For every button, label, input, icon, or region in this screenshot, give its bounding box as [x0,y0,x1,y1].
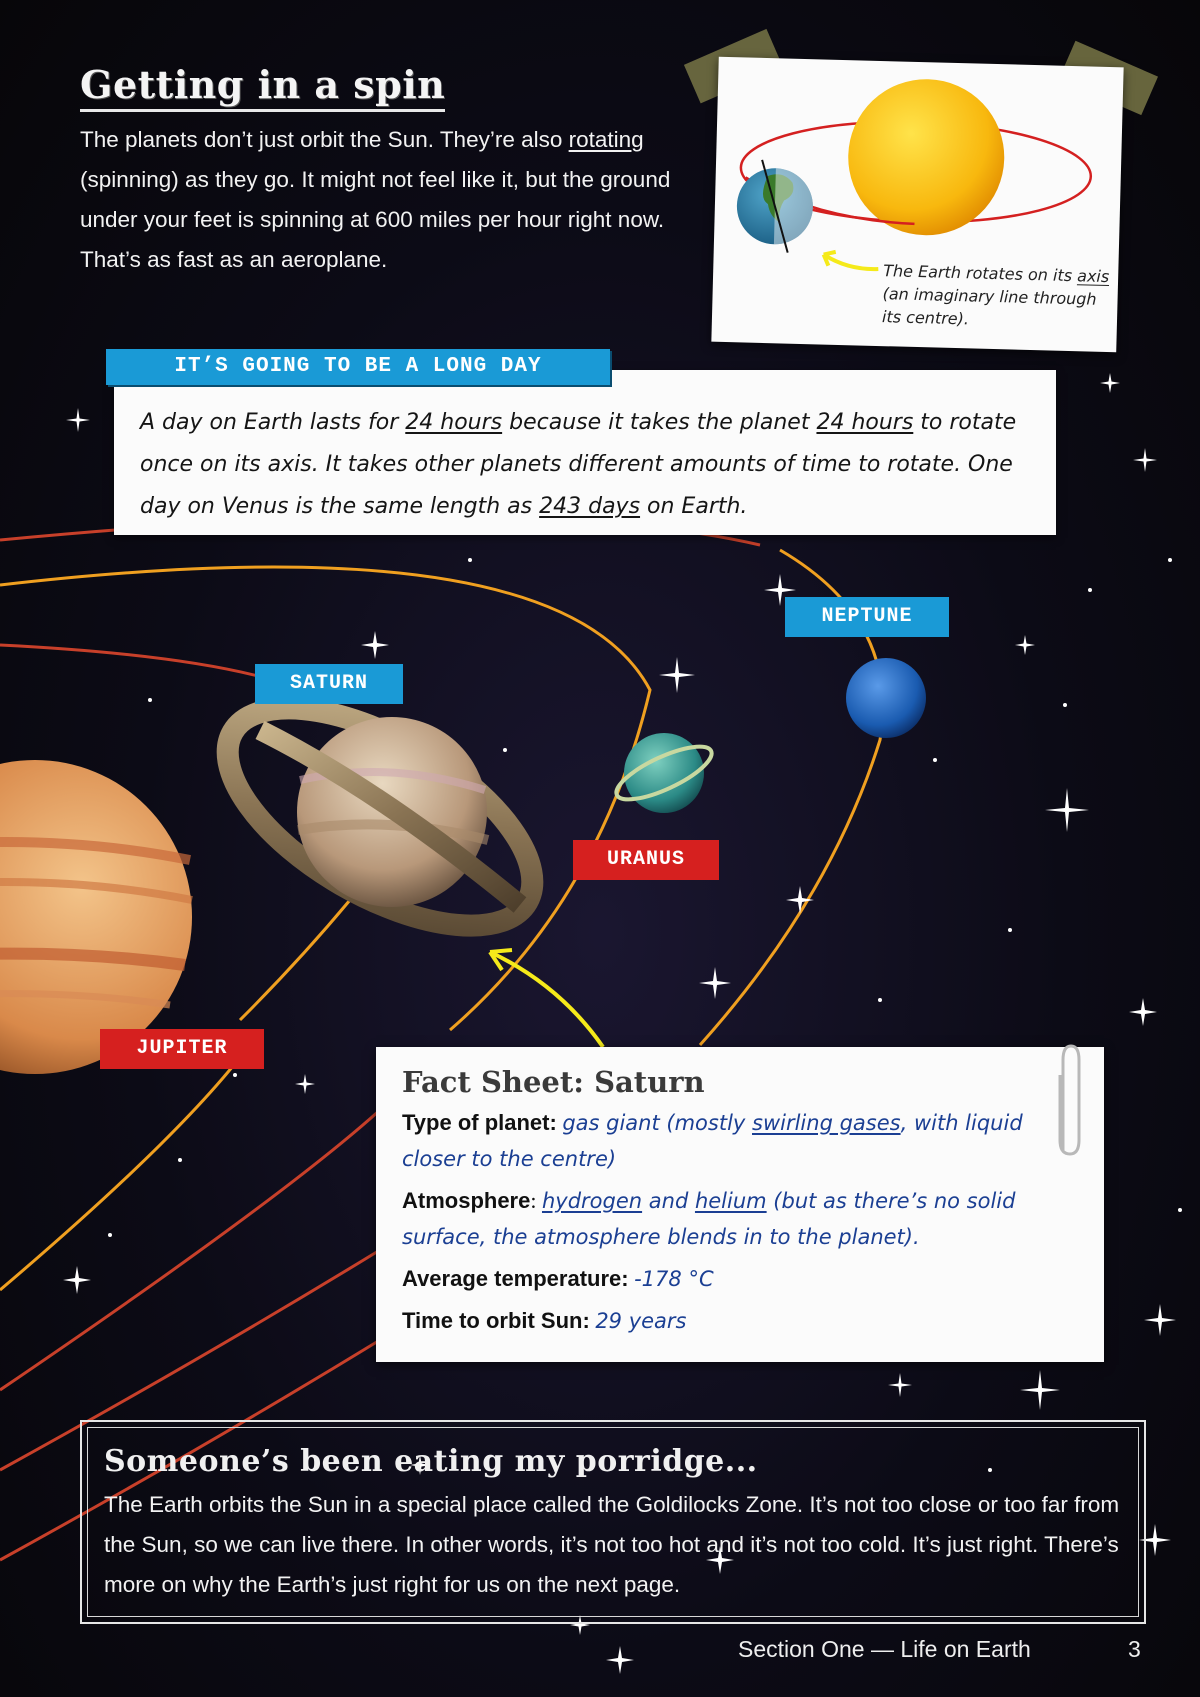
fact-atmosphere-helium: helium [694,1189,767,1213]
fact-temperature-label: Average temperature: [402,1266,629,1291]
long-day-label: IT’S GOING TO BE A LONG DAY [106,349,610,385]
saturn-fact-sheet [376,1047,1104,1362]
star [1020,1370,1060,1410]
long-day-keyword-2: 24 hours [816,410,914,435]
earth-caption-text-2: (an imaginary line through its centre). [881,284,1097,329]
star [699,967,731,999]
intro-section [80,62,700,280]
long-day-text [114,370,1056,528]
caption-arrow [823,255,878,270]
star [1045,788,1089,832]
star-dot [878,998,882,1002]
star [1100,373,1120,393]
star [1129,998,1157,1026]
fact-atmosphere-value: (but as there’s no solid surface, the atmosphere blends in to the planet). [402,1189,1016,1249]
fact-atmosphere-label: Atmosphere [402,1188,531,1213]
star-dot [108,1233,112,1237]
fact-sheet-title: Fact Sheet: Saturn [402,1065,705,1099]
neptune-planet [846,658,926,738]
fact-temperature-value: -178 °C [634,1267,714,1291]
goldilocks-text: The Earth orbits the Sun in a special place called the Goldilocks Zone. It’s not too close or too far from the Sun, so we can live there. In other words, it’s not too hot and it’s not too cold. It’s just right. There’s more on why the Earth’s just right for us on the next page. [104,1492,1120,1597]
fact-type-keyword: swirling gases [752,1111,901,1135]
fact-atmosphere-and: and [642,1189,695,1213]
long-day-keyword-3: 243 days [539,494,641,519]
star [786,886,814,914]
long-day-text-1: A day on Earth lasts for [140,410,406,435]
star [66,408,90,432]
star-dot [178,1158,182,1162]
orbit-line-7 [0,1110,380,1390]
fact-atmosphere-hydrogen: hydrogen [541,1189,643,1213]
goldilocks-inner-border [87,1427,1139,1617]
intro-paragraph [80,120,700,280]
star-dot [1063,703,1067,707]
fact-type-value-2: , with liquid closer to the centre) [402,1111,1023,1171]
orbit-line-4 [240,900,350,1020]
fact-orbit-label: Time to orbit Sun: [402,1308,590,1333]
star-dot [1178,1208,1182,1212]
star [361,631,389,659]
long-day-box [114,370,1056,535]
intro-keyword-rotating: rotating [568,127,644,152]
fact-type-row [376,1099,1104,1177]
long-day-text-3: to rotate once on its axis. It takes other planets different amounts of time to rotate. One day on Venus is the same length as [140,410,1017,519]
earth-caption [882,259,1114,334]
star [606,1646,634,1674]
neptune-label: NEPTUNE [785,597,949,637]
star-dot [468,558,472,562]
intro-text-2: (spinning) as they go. It might not feel like it, but the ground under your feet is spinning at 600 miles per hour right now. That’s as fast as an aeroplane. [80,167,671,272]
goldilocks-title: Someone’s been eating my porridge... [104,1444,758,1479]
star-dot [1008,928,1012,932]
star [659,657,695,693]
star-dot [503,748,507,752]
star [295,1074,315,1094]
star-dot [1168,558,1172,562]
earth-caption-axis: axis [1076,266,1110,287]
paperclip-icon [1055,1040,1085,1160]
fact-temperature-row [376,1255,1104,1297]
star [1144,1304,1176,1336]
section-heading: Getting in a spin [80,62,445,112]
star-dot [933,758,937,762]
fact-orbit-row [376,1297,1104,1339]
fact-atmosphere-row [376,1177,1104,1255]
footer-section-title: Section One — Life on Earth [738,1636,1031,1662]
star [1133,448,1157,472]
star-dot [233,1073,237,1077]
jupiter-planet [0,760,192,1074]
long-day-text-2: because it takes the planet [502,410,817,435]
jupiter-label: JUPITER [100,1029,264,1069]
star [63,1266,91,1294]
sun-icon [846,77,1006,237]
fact-orbit-value: 29 years [595,1309,687,1333]
star [888,1373,912,1397]
long-day-keyword-1: 24 hours [405,410,503,435]
pointer-arrow [490,950,603,1047]
earth-caption-text-1: The Earth rotates on its [883,261,1078,286]
goldilocks-box [80,1420,1146,1624]
uranus-label: URANUS [573,840,719,880]
intro-text-1: The planets don’t just orbit the Sun. They’re also [80,127,569,152]
fact-atmosphere-colon: : [530,1188,542,1213]
page-number: 3 [1128,1636,1141,1662]
star [1015,635,1035,655]
fact-type-value-1: gas giant (mostly [562,1111,753,1135]
star-dot [1088,588,1092,592]
uranus-planet [610,733,718,813]
saturn-planet [194,664,566,969]
saturn-label: SATURN [255,664,403,704]
long-day-text-4: on Earth. [640,494,748,519]
fact-type-label: Type of planet: [402,1110,557,1135]
star-dot [148,698,152,702]
earth-rotation-photo [711,57,1123,353]
